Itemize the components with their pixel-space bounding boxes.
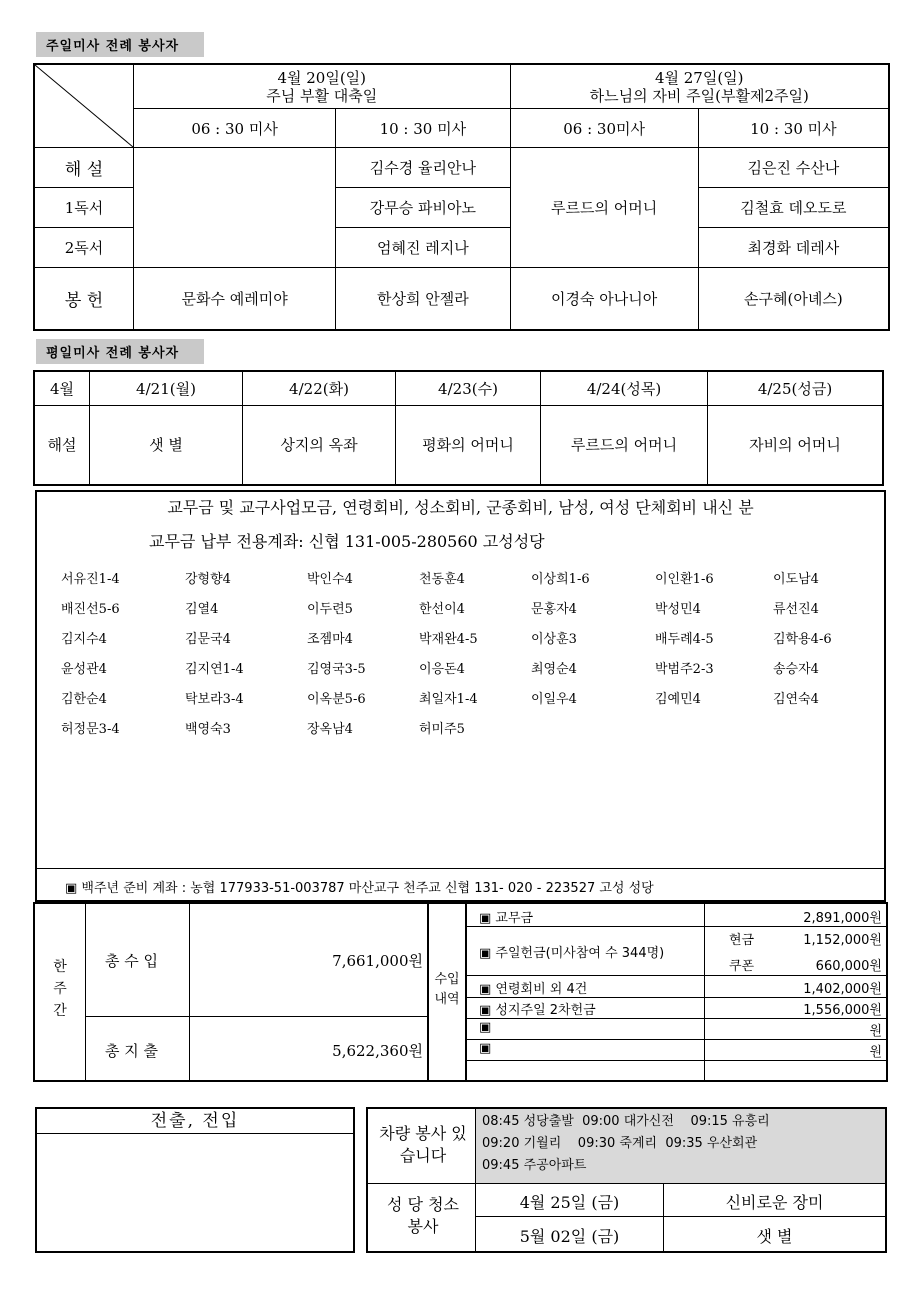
donor-name: 이응돈4 bbox=[419, 662, 465, 677]
donor-name: 윤성관4 bbox=[61, 662, 107, 677]
week-cell bbox=[35, 904, 86, 1080]
detail-grid bbox=[467, 904, 886, 1080]
donor-name: 김한순4 bbox=[61, 692, 107, 707]
item-6-amount: 원 bbox=[869, 1045, 882, 1060]
donor-name: 최영순4 bbox=[531, 662, 577, 677]
row-line bbox=[467, 1039, 886, 1040]
cleaning-label: 성 당 청소 봉사 bbox=[387, 1195, 459, 1236]
row-line bbox=[467, 975, 886, 976]
weekday-server-1: 샛 별 bbox=[90, 405, 243, 485]
donor-name: 최일자1-4 bbox=[419, 692, 478, 707]
vehicle-label-cell bbox=[368, 1109, 476, 1184]
row-line bbox=[467, 997, 886, 998]
donor-name: 박성민4 bbox=[655, 602, 701, 617]
item-5-amount: 원 bbox=[869, 1024, 882, 1039]
vehicle-schedule bbox=[476, 1109, 885, 1184]
expense-value: 5,622,360원 bbox=[332, 1042, 423, 1060]
item-2-sub-2-key: 쿠폰 bbox=[729, 959, 755, 974]
donor-name: 김영국3-5 bbox=[307, 662, 366, 677]
donor-name: 송승자4 bbox=[773, 662, 819, 677]
donor-name: 박범주2-3 bbox=[655, 662, 714, 677]
donor-name: 백영숙3 bbox=[185, 722, 231, 737]
sunday-feast-2: 하느님의 자비 주일(부활제2주일) bbox=[589, 86, 809, 105]
transfer-title: 전출, 전입 bbox=[37, 1109, 353, 1134]
donor-name: 이도남4 bbox=[773, 572, 819, 587]
detail-label: 수입 내역 bbox=[434, 972, 460, 1007]
mass-time-3: 06 : 30미사 bbox=[510, 109, 698, 148]
expense-value-cell bbox=[189, 1016, 429, 1080]
weekday-day-3: 4/23(수) bbox=[396, 371, 541, 405]
mass-time-1: 06 : 30 미사 bbox=[134, 109, 336, 148]
donor-name: 김학용4-6 bbox=[773, 632, 832, 647]
donor-name: 강형향4 bbox=[185, 572, 231, 587]
sunday-date-1: 4월 20일(일) bbox=[277, 68, 367, 87]
cleaning-grid bbox=[476, 1184, 885, 1251]
role-reading2: 2독서 bbox=[34, 228, 134, 268]
donor-name: 김지연1-4 bbox=[185, 662, 244, 677]
c4-commentary: 김은진 수산나 bbox=[698, 148, 889, 188]
donor-name: 이두련5 bbox=[307, 602, 353, 617]
item-3-amount: 1,402,000원 bbox=[803, 982, 882, 997]
item-4-amount: 1,556,000원 bbox=[803, 1003, 882, 1018]
vehicle-label: 차량 봉사 있습니다 bbox=[379, 1124, 467, 1165]
cleaning-date-2: 5월 02일 (금) bbox=[519, 1227, 620, 1246]
weekday-server-4: 루르드의 어머니 bbox=[541, 405, 708, 485]
vehicle-line-1: 08:45 성당출발 09:00 대가신전 09:15 유흥리 bbox=[482, 1114, 770, 1129]
cleaning-date-1: 4월 25일 (금) bbox=[519, 1193, 620, 1212]
sunday-section-label: 주일미사 전례 봉사자 bbox=[36, 32, 204, 57]
item-4-name: ▣ 성지주일 2차헌금 bbox=[479, 1003, 596, 1018]
row-line bbox=[476, 1216, 885, 1217]
offer-3: 이경숙 아나니아 bbox=[510, 268, 698, 330]
donor-name: 조젬마4 bbox=[307, 632, 353, 647]
donor-name: 문홍자4 bbox=[531, 602, 577, 617]
donor-name: 박재완4-5 bbox=[419, 632, 478, 647]
weekday-month: 4월 bbox=[34, 371, 90, 405]
offer-4: 손구혜(아녜스) bbox=[698, 268, 889, 330]
item-2-sub-1-value: 1,152,000원 bbox=[803, 933, 882, 948]
donor-name: 김연숙4 bbox=[773, 692, 819, 707]
weekday-server-table bbox=[33, 370, 884, 486]
weekday-role: 해설 bbox=[34, 405, 90, 485]
row-line bbox=[467, 1018, 886, 1019]
donor-name: 김열4 bbox=[185, 602, 219, 617]
col-divider bbox=[704, 904, 705, 1080]
donor-name: 류선진4 bbox=[773, 602, 819, 617]
item-3-name: ▣ 연령회비 외 4건 bbox=[479, 982, 588, 997]
divider bbox=[37, 868, 884, 869]
donor-name: 박인수4 bbox=[307, 572, 353, 587]
donor-name: 탁보라3-4 bbox=[185, 692, 244, 707]
weekday-day-5: 4/25(성금) bbox=[708, 371, 884, 405]
donor-name: 김지수4 bbox=[61, 632, 107, 647]
weekday-section-label: 평일미사 전례 봉사자 bbox=[36, 339, 204, 364]
expense-label-cell bbox=[85, 1016, 190, 1080]
c4-reading2: 최경화 데레사 bbox=[698, 228, 889, 268]
item-2-sub-1-key: 현금 bbox=[729, 933, 755, 948]
diagonal-line bbox=[35, 65, 133, 147]
vehicle-line-2: 09:20 기월리 09:30 죽계리 09:35 우산회관 bbox=[482, 1136, 758, 1151]
week-label: 한 주 간 bbox=[53, 959, 67, 1019]
role-offertory: 봉 헌 bbox=[34, 268, 134, 330]
weekday-day-1: 4/21(월) bbox=[90, 371, 243, 405]
item-6-name: ▣ bbox=[479, 1041, 492, 1056]
income-value-cell bbox=[189, 904, 429, 1017]
row-line bbox=[467, 926, 886, 927]
donor-name: 이인환1-6 bbox=[655, 572, 714, 587]
donor-name: 허미주5 bbox=[419, 722, 465, 737]
item-1-name: ▣ 교무금 bbox=[479, 911, 534, 926]
row-line bbox=[467, 1060, 886, 1061]
donations-box bbox=[35, 490, 886, 902]
donations-account: 교무금 납부 전용계좌: 신협 131-005-280560 고성성당 bbox=[149, 532, 545, 551]
expense-label: 총 지 출 bbox=[105, 1042, 159, 1060]
mass-time-2: 10 : 30 미사 bbox=[336, 109, 510, 148]
donor-name: 배두례4-5 bbox=[655, 632, 714, 647]
offer-1: 문화수 예레미야 bbox=[134, 268, 336, 330]
cleaning-team-2: 샛 별 bbox=[756, 1227, 793, 1246]
weekday-server-2: 상지의 옥좌 bbox=[243, 405, 396, 485]
diagonal-header-cell bbox=[34, 64, 134, 148]
donor-name: 허정문3-4 bbox=[61, 722, 120, 737]
role-commentary: 해 설 bbox=[34, 148, 134, 188]
income-value: 7,661,000원 bbox=[332, 952, 423, 970]
donor-name: 이옥분5-6 bbox=[307, 692, 366, 707]
item-1-amount: 2,891,000원 bbox=[803, 911, 882, 926]
weekday-server-5: 자비의 어머니 bbox=[708, 405, 884, 485]
donor-name: 김예민4 bbox=[655, 692, 701, 707]
sunday-server-table bbox=[33, 63, 890, 331]
donor-name: 한선이4 bbox=[419, 602, 465, 617]
item-2-name: ▣ 주일헌금(미사참여 수 344명) bbox=[479, 946, 665, 961]
donor-name: 천동훈4 bbox=[419, 572, 465, 587]
cleaning-team-1: 신비로운 장미 bbox=[725, 1193, 824, 1212]
cleaning-label-cell bbox=[368, 1184, 476, 1251]
empty-cell-1 bbox=[134, 148, 336, 268]
c2-commentary: 김수경 율리안나 bbox=[336, 148, 510, 188]
sunday-date-2: 4월 27일(일) bbox=[654, 68, 744, 87]
c2-reading1: 강무승 파비아노 bbox=[336, 188, 510, 228]
detail-label-cell bbox=[429, 904, 467, 1080]
donor-name: 서유진1-4 bbox=[61, 572, 120, 587]
offer-2: 한상희 안젤라 bbox=[336, 268, 510, 330]
c3-merged: 루르드의 어머니 bbox=[510, 148, 698, 268]
service-box bbox=[366, 1107, 887, 1253]
income-label-cell bbox=[85, 904, 190, 1017]
role-reading1: 1독서 bbox=[34, 188, 134, 228]
item-5-name: ▣ bbox=[479, 1020, 492, 1035]
donor-name: 이상훈3 bbox=[531, 632, 577, 647]
transfer-box bbox=[35, 1107, 355, 1253]
weekday-day-2: 4/22(화) bbox=[243, 371, 396, 405]
sunday-feast-1: 주님 부활 대축일 bbox=[266, 86, 378, 105]
donor-name: 김문국4 bbox=[185, 632, 231, 647]
weekday-server-3: 평화의 어머니 bbox=[396, 405, 541, 485]
vehicle-line-3: 09:45 주공아파트 bbox=[482, 1158, 587, 1173]
donor-name: 이상희1-6 bbox=[531, 572, 590, 587]
item-2-sub-2-value: 660,000원 bbox=[815, 959, 882, 974]
weekday-day-4: 4/24(성목) bbox=[541, 371, 708, 405]
mass-time-4: 10 : 30 미사 bbox=[698, 109, 889, 148]
donor-name: 배진선5-6 bbox=[61, 602, 120, 617]
donor-name: 장옥남4 bbox=[307, 722, 353, 737]
donor-name: 이일우4 bbox=[531, 692, 577, 707]
donations-heading: 교무금 및 교구사업모금, 연령회비, 성소회비, 군종회비, 남성, 여성 단체회비 내신 분 bbox=[167, 498, 754, 517]
centennial-account: ▣ 백주년 준비 계좌 : 농협 177933-51-003787 마산교구 천주교 신협 131- 020 - 223527 고성 성당 bbox=[65, 881, 654, 896]
income-label: 총 수 입 bbox=[105, 952, 159, 970]
finance-box bbox=[33, 902, 888, 1082]
sunday-date-1-cell bbox=[134, 64, 511, 109]
c4-reading1: 김철효 데오도로 bbox=[698, 188, 889, 228]
c2-reading2: 엄혜진 레지나 bbox=[336, 228, 510, 268]
sunday-date-2-cell bbox=[510, 64, 889, 109]
